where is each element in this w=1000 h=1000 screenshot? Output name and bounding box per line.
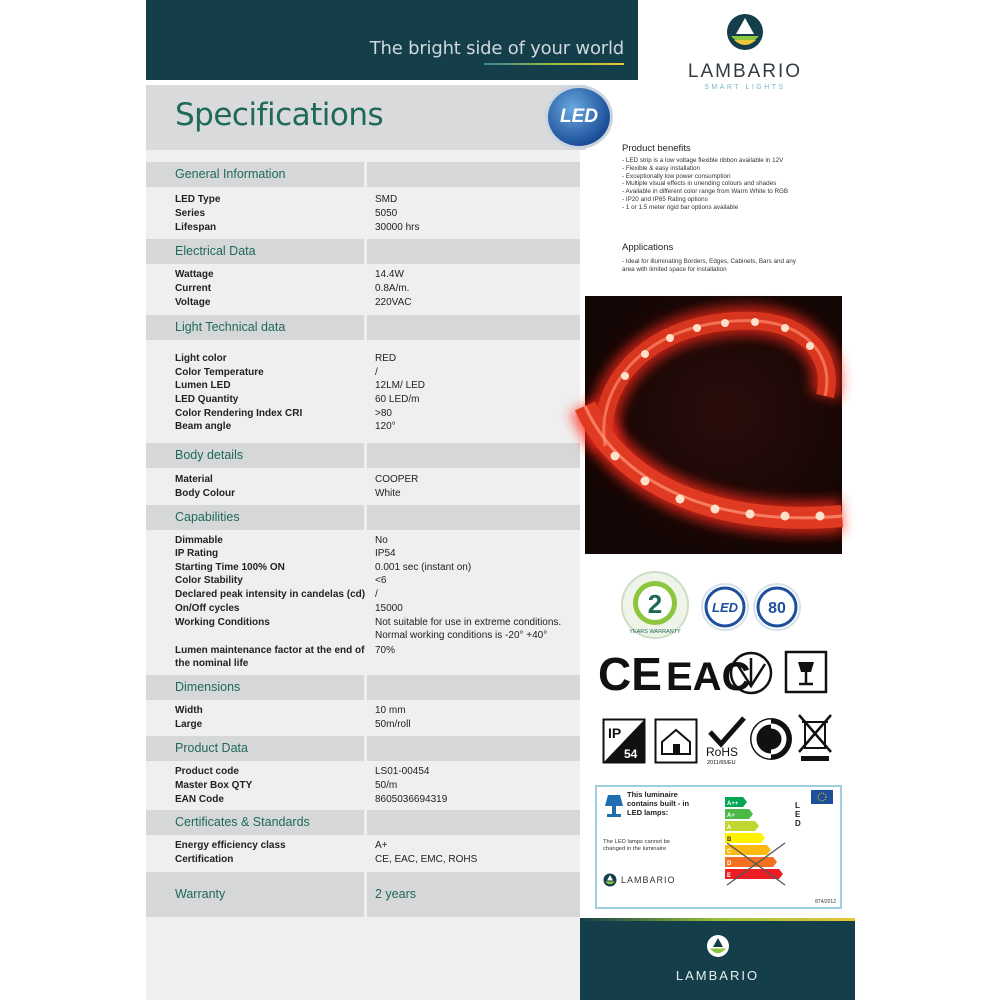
spec-value: CE, EAC, EMC, ROHS: [375, 854, 478, 865]
rohs-icon: [704, 714, 750, 766]
spec-value: 50m/roll: [375, 719, 411, 730]
class-bar-d: [725, 857, 777, 867]
class-label: D: [727, 861, 732, 867]
spec-value: 30000 hrs: [375, 222, 420, 233]
brand-mark-icon: [603, 873, 617, 887]
ce-mark-text: CE: [598, 648, 662, 700]
spec-label: Large: [175, 719, 203, 730]
spec-label: Wattage: [175, 269, 214, 280]
brand-name: LAMBARIO: [687, 61, 803, 82]
spec-value: 8605036694319: [375, 794, 448, 805]
section-heading: [146, 675, 580, 700]
spec-value: 12LM/ LED: [375, 380, 426, 391]
applications-list: [622, 258, 796, 274]
benefit-item: - IP20 and IP65 Rating options: [622, 195, 708, 203]
spec-label: the nominal life: [175, 658, 249, 669]
rohs-label: RoHS: [706, 745, 739, 759]
brand-subtitle: SMART LIGHTS: [704, 84, 786, 91]
spec-label: Master Box QTY: [175, 780, 253, 791]
class-label: B: [727, 837, 732, 843]
energy-label-text: This luminaire: [627, 790, 678, 799]
spec-value: 5050: [375, 208, 398, 219]
section-heading: [146, 315, 580, 340]
spec-value: IP54: [375, 548, 396, 559]
spec-label: Lumen maintenance factor at the end of: [175, 645, 365, 656]
spec-table: [146, 150, 580, 1000]
energy-label-text: LED lamps:: [627, 808, 669, 817]
weee-bin-icon: [796, 712, 834, 764]
led-strip-image: [585, 296, 842, 554]
spec-value: LS01-00454: [375, 766, 430, 777]
spec-label: On/Off cycles: [175, 603, 240, 614]
brand-logo: [660, 12, 830, 102]
benefit-item: - Flexible & easy installation: [622, 164, 701, 172]
spec-value: <6: [375, 575, 387, 586]
section-heading: [146, 810, 580, 835]
spec-label: Certification: [175, 854, 234, 865]
footer-brand-name: LAMBARIO: [675, 968, 760, 983]
benefit-item: - LED strip is a low voltage flexible ribbon available in 12V: [622, 157, 784, 164]
energy-label-note: changed in the luminaire: [603, 846, 667, 852]
section-heading: [146, 443, 580, 468]
ip-number: 54: [624, 747, 638, 761]
energy-label-text: contains built - in: [627, 799, 690, 808]
application-item: - Ideal for illuminating Borders, Edges, Cabinets, Bars and any: [622, 258, 796, 265]
footer-logo-mark-icon: [706, 934, 730, 958]
spec-value: 120°: [375, 421, 396, 432]
section-title: Body details: [175, 448, 244, 462]
spec-value: 70%: [375, 645, 396, 656]
spec-label: Color Rendering Index CRI: [175, 408, 303, 419]
applications-heading: Applications: [622, 242, 674, 253]
spec-label: Starting Time 100% ON: [175, 562, 285, 573]
spec-value: White: [375, 488, 401, 499]
spec-label: Beam angle: [175, 421, 232, 432]
spec-label: Width: [175, 705, 203, 716]
spec-value: 14.4W: [375, 269, 404, 280]
spec-value: 10 mm: [375, 705, 406, 716]
section-heading: [146, 736, 580, 761]
spec-label: Lumen LED: [175, 380, 231, 391]
spec-label: Material: [175, 474, 213, 485]
green-dot-recycle-icon: [748, 716, 794, 762]
title-band: [146, 85, 586, 150]
cri-badge-text: 80: [768, 600, 786, 617]
earth-symbol-icon: [728, 650, 774, 696]
benefits-heading: Product benefits: [622, 143, 691, 154]
section-title: Certificates & Standards: [175, 815, 310, 829]
spec-label: Declared peak intensity in candelas (cd): [175, 589, 366, 600]
benefit-item: - Exceptionally low power consumption: [622, 172, 731, 180]
spec-value: 15000: [375, 603, 403, 614]
led-circle-icon: [700, 582, 750, 632]
spec-label: LED Quantity: [175, 394, 239, 405]
warranty-badge-text: YEARS WARRANTY: [629, 629, 681, 635]
energy-class-scale: [725, 793, 795, 893]
eu-flag-icon: [811, 790, 833, 804]
spec-label: Current: [175, 283, 212, 294]
indoor-house-icon: [654, 718, 698, 764]
spec-value: COOPER: [375, 474, 419, 485]
page-title: Specifications: [175, 97, 384, 133]
spec-value: >80: [375, 408, 392, 419]
spec-label: Body Colour: [175, 488, 235, 499]
ce-mark-icon: [598, 648, 660, 698]
class-label: A++: [727, 801, 739, 807]
warranty-value: 2 years: [375, 887, 416, 901]
spec-value: No: [375, 535, 388, 546]
indoor-use-icon: [784, 650, 828, 694]
spec-label: Energy efficiency class: [175, 840, 286, 851]
spec-label: Light color: [175, 353, 227, 364]
header-banner: [146, 0, 638, 80]
section-title: Product Data: [175, 741, 248, 755]
spec-value: Not suitable for use in extreme conditions.: [375, 617, 562, 628]
spec-value: /: [375, 589, 378, 600]
class-label: A: [727, 825, 732, 831]
spec-label: Working Conditions: [175, 617, 270, 628]
warranty-badge-icon: [620, 570, 690, 640]
benefit-item: - Available in different color range from Warm White to RGB: [622, 188, 789, 196]
section-heading: [146, 239, 580, 264]
benefits-list: [622, 157, 788, 212]
class-label: A+: [727, 813, 735, 819]
spec-value: 50/m: [375, 780, 398, 791]
spec-label: LED Type: [175, 194, 221, 205]
energy-label-brand-name: LAMBARIO: [621, 875, 676, 885]
warranty-years-number: 2: [647, 589, 663, 619]
rohs-sub: 2011/65/EU: [707, 760, 736, 766]
class-label: C: [727, 849, 732, 855]
cri-badge-icon: [752, 582, 802, 632]
application-item: area with limited space for installation: [622, 265, 727, 273]
footer-logo-block: [580, 918, 855, 1000]
spec-value: RED: [375, 353, 397, 364]
ip-rating-icon: [602, 718, 646, 764]
energy-label-regulation: 874/2012: [815, 899, 836, 905]
section-title: Dimensions: [175, 680, 241, 694]
class-label: E: [727, 873, 732, 879]
spec-label: IP Rating: [175, 548, 219, 559]
logo-mark-icon: [725, 12, 765, 52]
warranty-label: Warranty: [175, 887, 226, 901]
spec-label: Dimmable: [175, 535, 223, 546]
spec-label: Product code: [175, 766, 239, 777]
lamp-icon: [603, 793, 625, 819]
energy-label: [595, 785, 842, 909]
spec-label: Voltage: [175, 297, 211, 308]
led-circle-text: LED: [712, 600, 738, 615]
energy-label-note: The LED lamps cannot be: [603, 839, 671, 845]
spec-value: SMD: [375, 194, 398, 205]
eac-mark-text: EAC: [666, 655, 751, 699]
spec-value: 0.001 sec (instant on): [375, 562, 472, 573]
spec-label: Color Temperature: [175, 367, 264, 378]
benefit-item: - 1 or 1.5 meter rigid bar options available: [622, 203, 739, 211]
ip-label: IP: [608, 725, 622, 741]
section-heading: [146, 162, 580, 187]
spec-label: EAN Code: [175, 794, 224, 805]
spec-label: Lifespan: [175, 222, 217, 233]
footer-accent-line: [580, 918, 855, 921]
spec-value: Normal working conditions is -20° +40°: [375, 630, 548, 641]
section-title: Capabilities: [175, 510, 240, 524]
spec-value: 60 LED/m: [375, 394, 420, 405]
eac-mark-icon: [666, 648, 751, 699]
warranty-row: [146, 872, 580, 917]
section-title: Light Technical data: [175, 320, 286, 334]
spec-value: 0.8A/m.: [375, 283, 410, 294]
tagline-underline: [484, 63, 624, 65]
energy-label-side: LED: [795, 801, 801, 828]
section-title: Electrical Data: [175, 244, 256, 258]
energy-label-brand: [603, 873, 693, 889]
section-title: General Information: [175, 167, 286, 181]
benefit-item: - Multiple visual effects in unending colours and shades: [622, 180, 777, 188]
spec-value: A+: [375, 840, 388, 851]
spec-label: Color Stability: [175, 575, 243, 586]
product-photo: [585, 296, 842, 554]
spec-value: /: [375, 367, 378, 378]
section-heading: [146, 505, 580, 530]
tagline: The bright side of your world: [369, 38, 624, 59]
led-badge: LED: [548, 88, 610, 146]
spec-value: 220VAC: [375, 297, 412, 308]
spec-label: Series: [175, 208, 206, 219]
